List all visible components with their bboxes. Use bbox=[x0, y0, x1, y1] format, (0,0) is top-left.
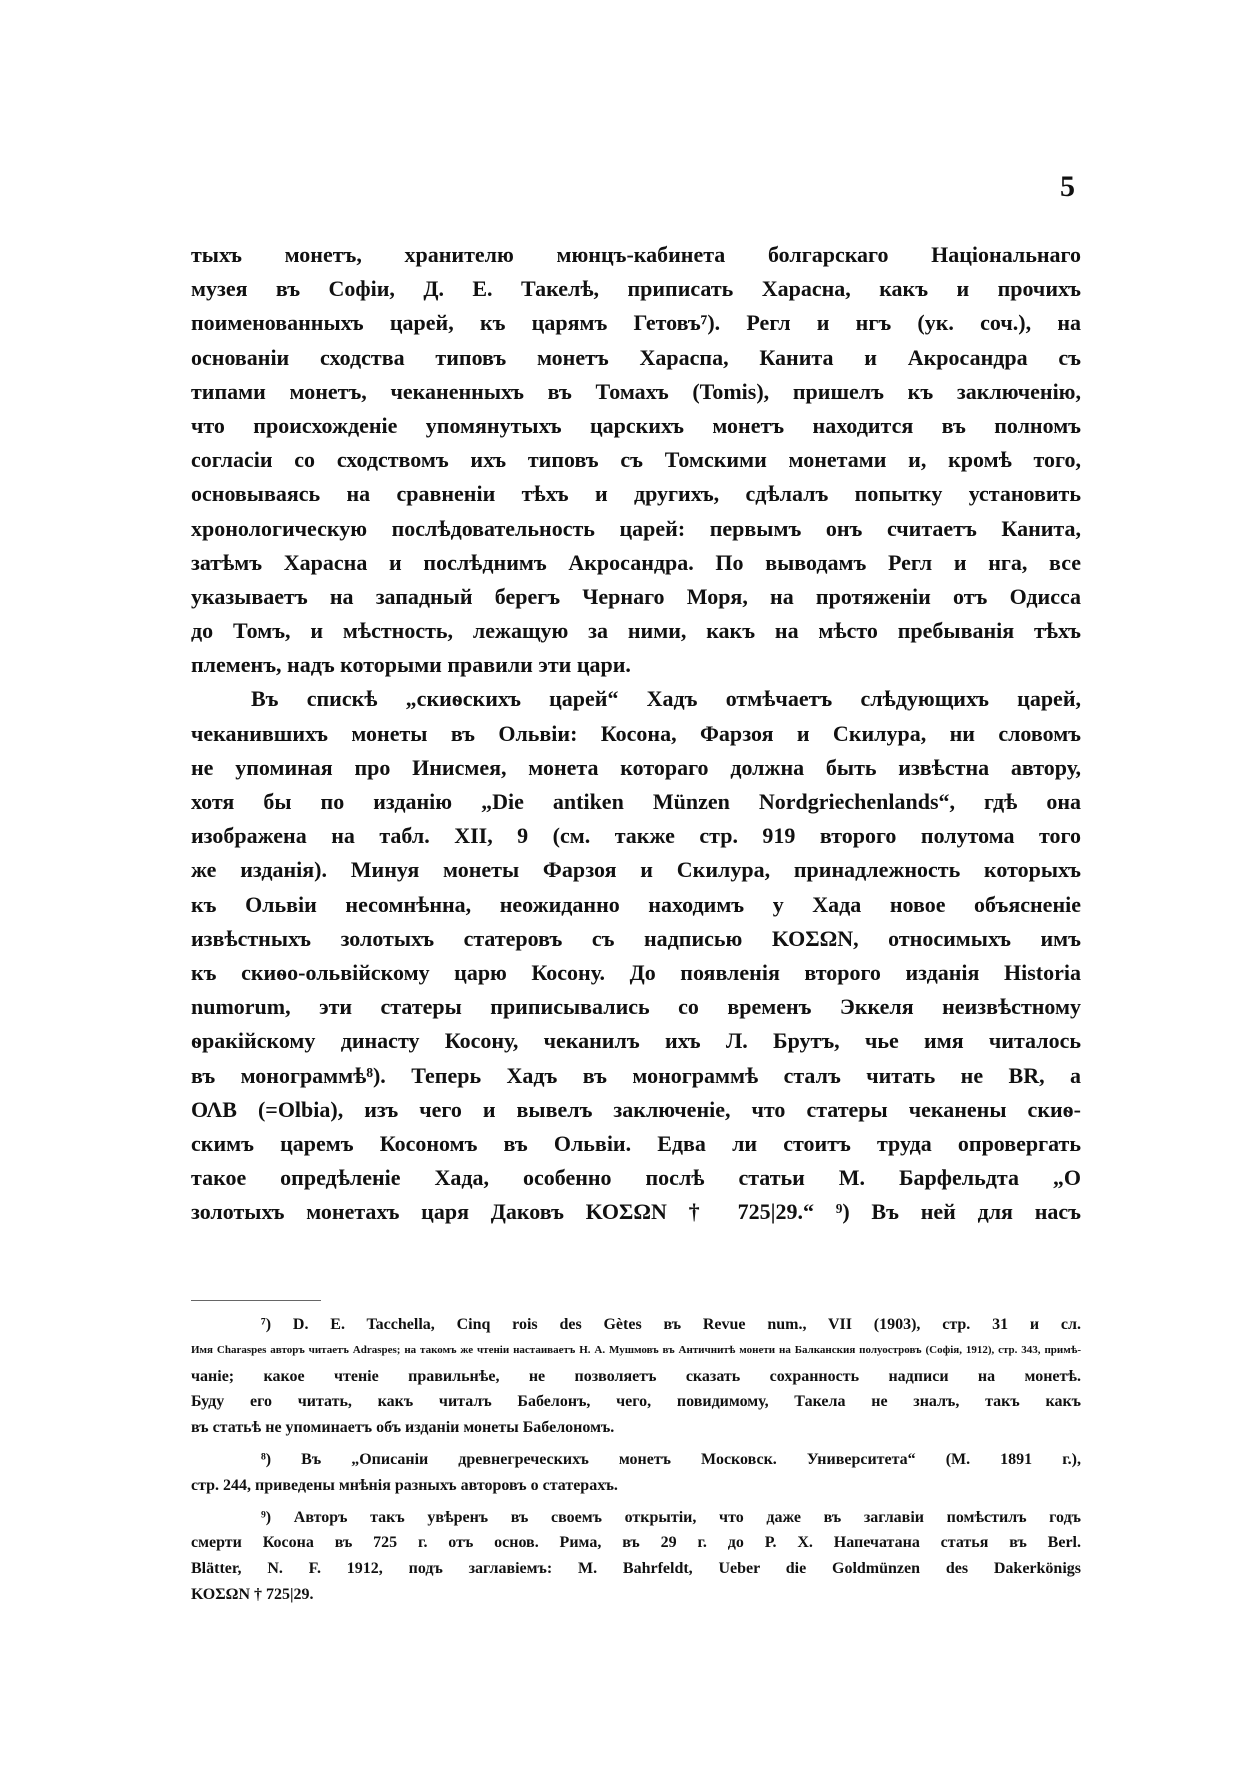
text-line: племенъ, надъ которыми правили эти цари. bbox=[191, 652, 631, 678]
main-text bbox=[191, 238, 1081, 1229]
text-line: хотя бы по изданію „Die antiken Münzen Nordgriechenlands“, гдѣ она bbox=[191, 789, 1081, 814]
text-line: согласіи со сходствомъ ихъ типовъ съ Томскими монетами и, кромѣ того, bbox=[191, 447, 1081, 473]
footnote-line: смерти Косона въ 725 г. отъ основ. Рима, въ 29 г. до Р. Х. Напечатана статья въ Berl. bbox=[191, 1534, 1081, 1552]
text-line: основаніи сходства типовъ монетъ Хараспа, Канита и Акросандра съ bbox=[191, 344, 1081, 370]
footnote-7 bbox=[191, 1312, 1081, 1441]
footnote-8 bbox=[191, 1447, 1081, 1499]
text-line: указываетъ на западный берегъ Чернаго Моря, на протяженіи отъ Одисса bbox=[191, 583, 1081, 609]
text-line: чеканившихъ монеты въ Ольвіи: Косона, Фарзоя и Скилура, ни словомъ bbox=[191, 720, 1081, 746]
text-line: поименованныхъ царей, къ царямъ Гетовъ⁷). Регл и нгъ (ук. соч.), на bbox=[191, 310, 1081, 336]
footnotes bbox=[191, 1312, 1081, 1608]
text-line: основываясь на сравненіи тѣхъ и другихъ, сдѣлалъ попытку установить bbox=[191, 481, 1081, 507]
footnote-line: ⁸) Въ „Описаніи древнегреческихъ монетъ Московск. Университета“ (М. 1891 г.), bbox=[261, 1450, 1081, 1468]
text-line: ΟΛΒ (=Olbia), изъ чего и вывелъ заключеніе, что статеры чеканены скиѳ- bbox=[191, 1096, 1081, 1122]
footnote-line: ΚΟΣΩΝ † 725|29. bbox=[191, 1585, 314, 1603]
text-line: ѳракійскому династу Косону, чеканилъ ихъ Л. Брутъ, чье имя читалось bbox=[191, 1028, 1081, 1054]
footnote-line: ⁷) D. E. Tacchella, Cinq rois des Gètes въ Revue num., VII (1903), стр. 31 и сл. bbox=[261, 1316, 1081, 1333]
text-line: изображена на табл. XII, 9 (см. также стр. 919 второго полутома того bbox=[191, 823, 1081, 849]
text-line: типами монетъ, чеканенныхъ въ Томахъ (Tomis), пришелъ къ заключенію, bbox=[191, 378, 1081, 404]
text-line: затѣмъ Харасна и послѣднимъ Акросандра. По выводамъ Регл и нга, все bbox=[191, 549, 1081, 575]
text-line: numorum, эти статеры приписывались со временъ Эккеля неизвѣстному bbox=[191, 994, 1081, 1020]
text-line: не упоминая про Инисмея, монета котораго должна быть извѣстна автору, bbox=[191, 754, 1081, 780]
page-number: 5 bbox=[1060, 170, 1075, 203]
footnote-separator bbox=[191, 1300, 321, 1301]
text-line: Въ спискѣ „скиѳскихъ царей“ Хадъ отмѣчаетъ слѣдующихъ царей, bbox=[251, 686, 1081, 712]
text-line: скимъ царемъ Косономъ въ Ольвіи. Едва ли стоитъ труда опровергать bbox=[191, 1130, 1081, 1156]
text-line: такое опредѣленіе Хада, особенно послѣ статьи М. Барфельдта „О bbox=[191, 1165, 1081, 1191]
text-line: хронологическую послѣдовательность царей: первымъ онъ считаетъ Канита, bbox=[191, 515, 1081, 541]
text-line: къ скиѳо-ольвійскому царю Косону. До появленія второго изданія Historia bbox=[191, 959, 1081, 985]
text-line: музея въ Софіи, Д. Е. Такелѣ, приписать Харасна, какъ и прочихъ bbox=[191, 276, 1081, 302]
text-line: въ монограммѣ⁸). Теперь Хадъ въ монограммѣ сталъ читать не BR, а bbox=[191, 1062, 1081, 1088]
footnote-line: Имя Charaspes авторъ читаетъ Adraspes; на такомъ же чтеніи настаиваетъ Н. А. Мушмовъ въ Античнитѣ монети на Балканския полуостровъ (Софія, 1912), стр. 343, примѣ- bbox=[191, 1343, 1081, 1356]
footnote-line: въ статьѣ не упоминаетъ объ изданіи монеты Бабелономъ. bbox=[191, 1419, 615, 1437]
footnote-line: ⁹) Авторъ такъ увѣренъ въ своемъ открытіи, что даже въ заглавіи помѣстилъ годъ bbox=[261, 1508, 1081, 1526]
text-line: же изданія). Минуя монеты Фарзоя и Скилура, принадлежность которыхъ bbox=[191, 857, 1081, 883]
text-line: къ Ольвіи несомнѣнна, неожиданно находимъ у Хада новое объясненіе bbox=[191, 891, 1081, 917]
footnote-line: стр. 244, приведены мнѣнія разныхъ авторовъ о статерахъ. bbox=[191, 1476, 618, 1494]
footnote-line: Blätter, N. F. 1912, подъ заглавіемъ: M. Bahrfeldt, Ueber die Goldmünzen des Dakerkönigs bbox=[191, 1560, 1081, 1578]
text-line: до Томъ, и мѣстность, лежащую за ними, какъ на мѣсто пребыванія тѣхъ bbox=[191, 618, 1081, 644]
footnote-line: чаніе; какое чтеніе правильнѣе, не позволяетъ сказать сохранность надписи на монетѣ. bbox=[191, 1367, 1081, 1385]
footnote-9 bbox=[191, 1505, 1081, 1608]
text-line: тыхъ монетъ, хранителю мюнцъ-кабинета болгарскаго Національнаго bbox=[191, 242, 1081, 267]
text-line: что происхожденіе упомянутыхъ царскихъ монетъ находится въ полномъ bbox=[191, 412, 1081, 438]
footnote-line: Буду его читать, какъ читалъ Бабелонъ, чего, повидимому, Такела не зналъ, такъ какъ bbox=[191, 1393, 1081, 1411]
text-line: извѣстныхъ золотыхъ статеровъ съ надписью ΚΟΣΩΝ, относимыхъ имъ bbox=[191, 925, 1081, 951]
text-line: золотыхъ монетахъ царя Даковъ ΚΟΣΩΝ † 725|29.“ ⁹) Въ ней для насъ bbox=[191, 1199, 1081, 1225]
